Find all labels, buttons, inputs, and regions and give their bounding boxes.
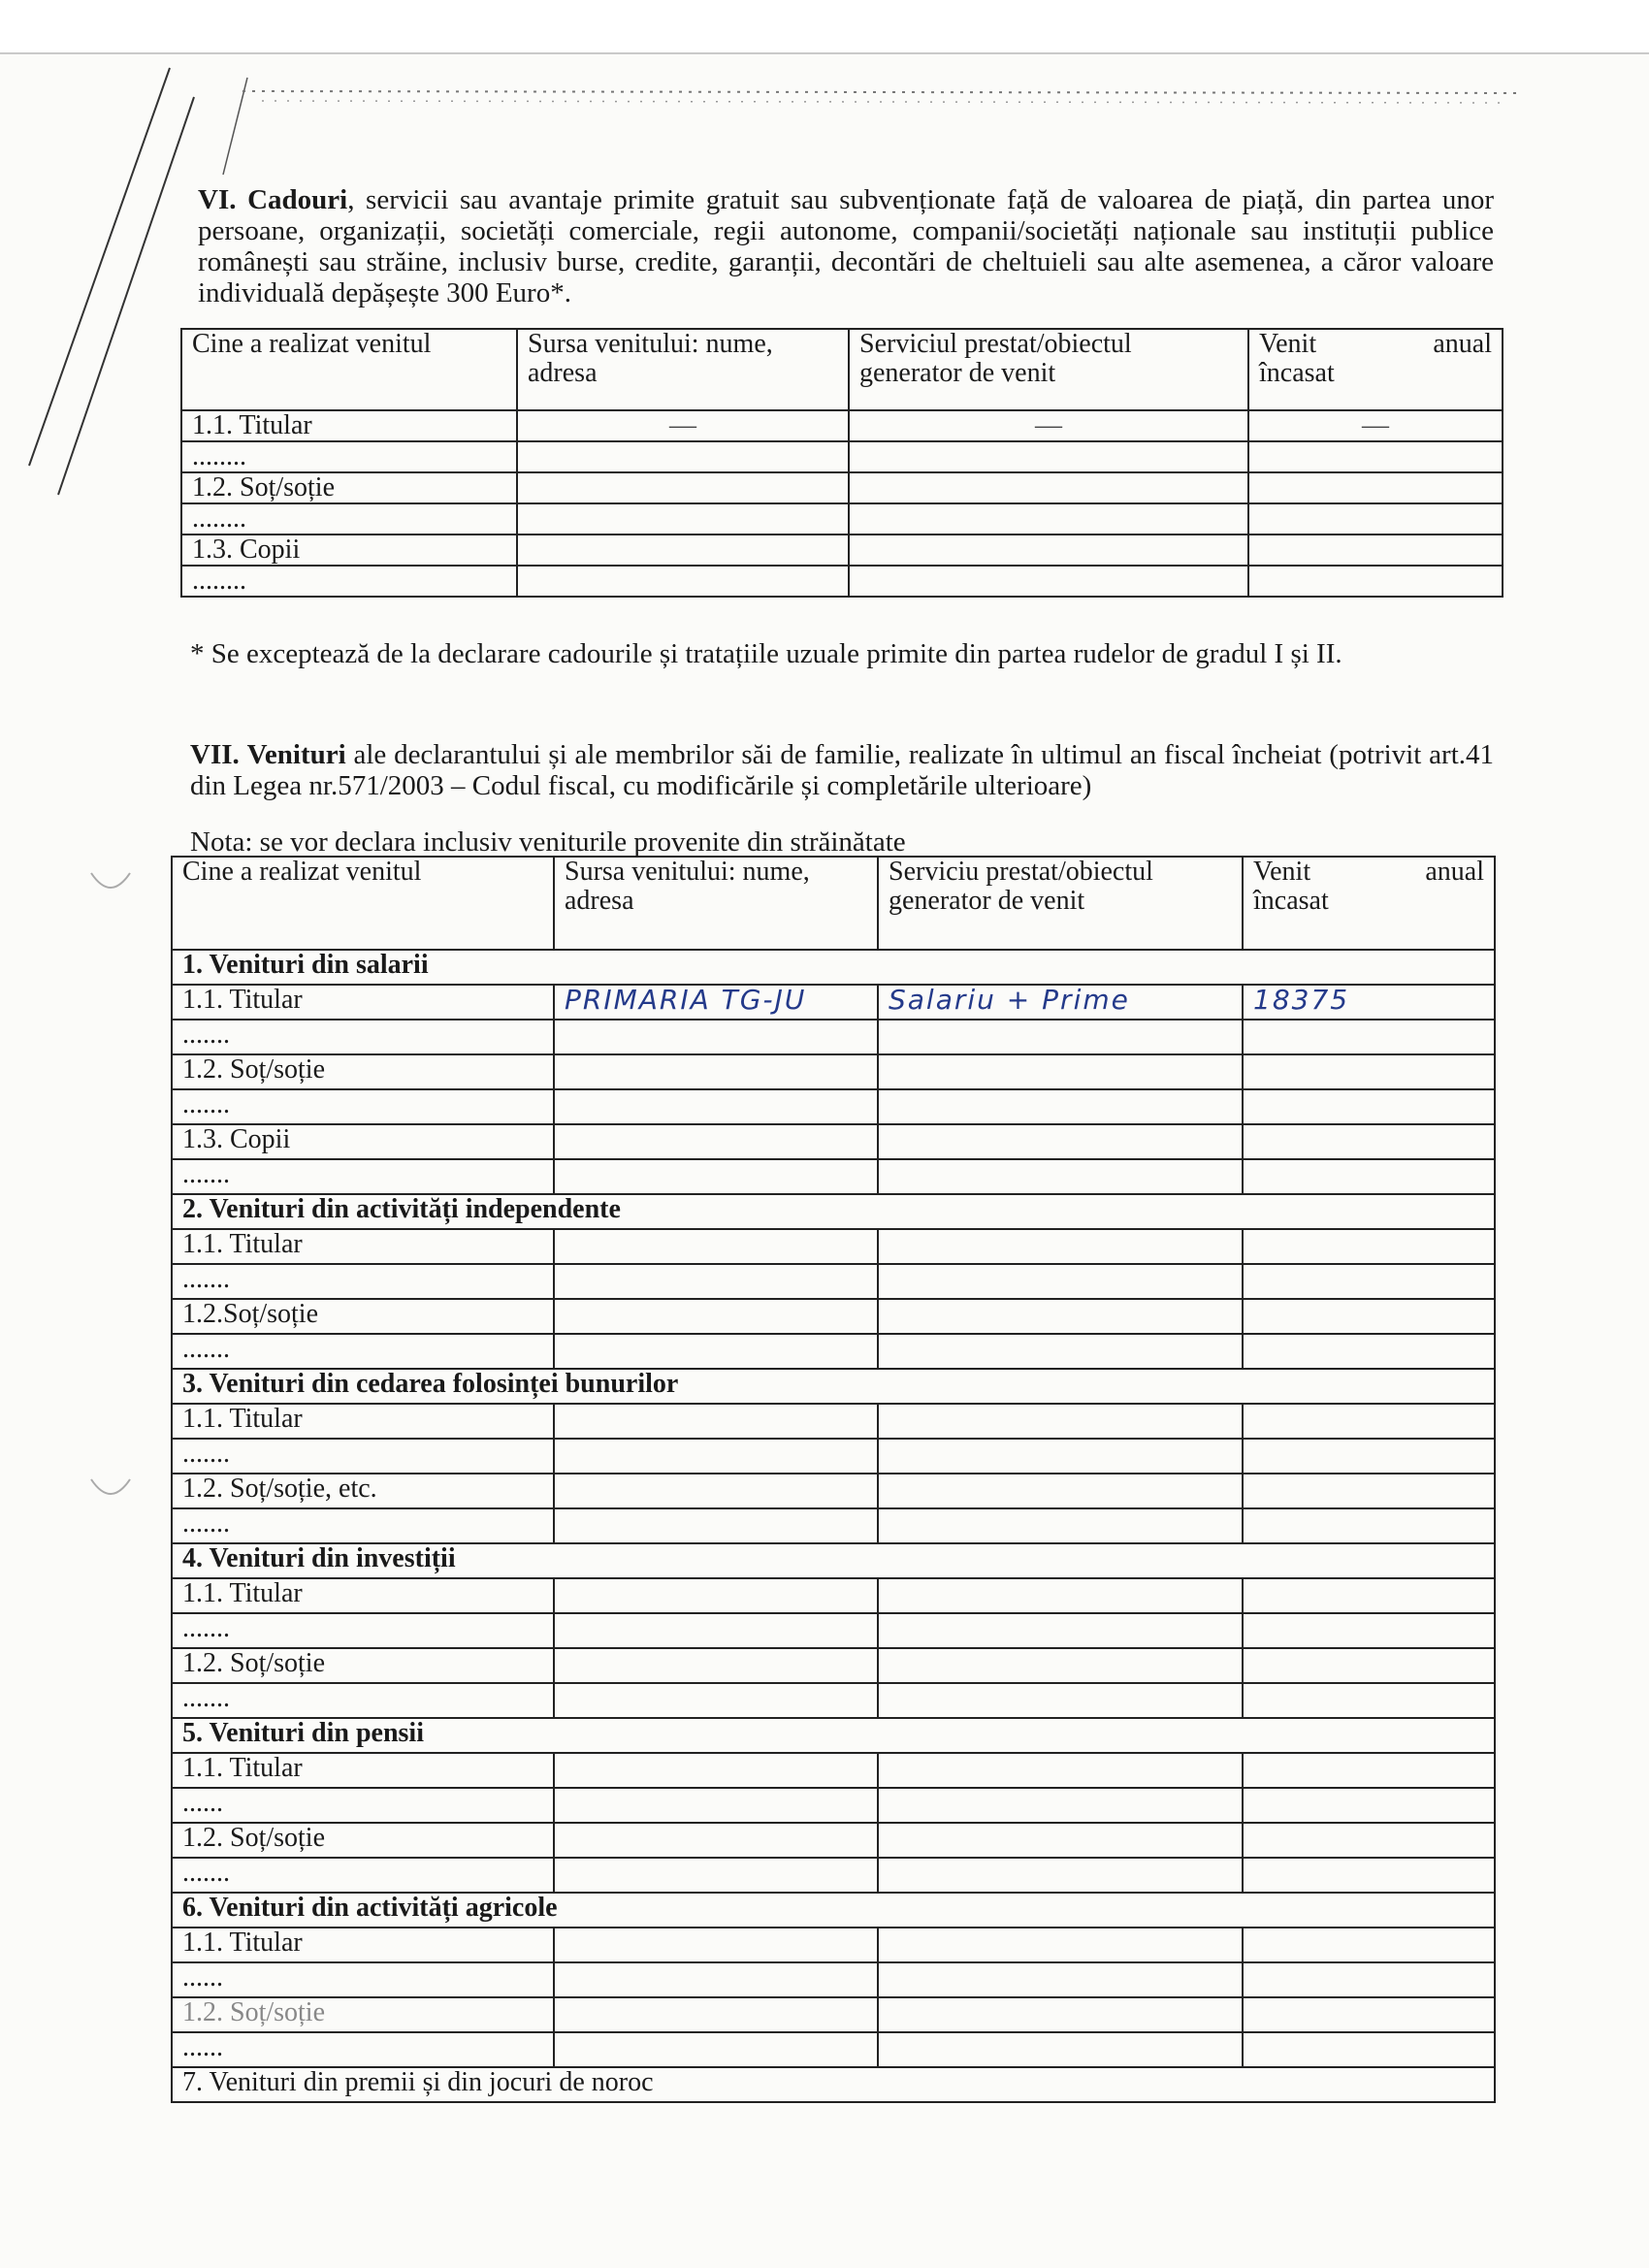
table-row bbox=[172, 1474, 1495, 1508]
table-row bbox=[172, 1439, 1495, 1474]
table-row bbox=[172, 1962, 1495, 1997]
section-6-footnote: * Se exceptează de la declarare cadourile și tratațiile uzuale primite din partea rudelor de gradul I și II. bbox=[190, 638, 1342, 669]
table-row bbox=[172, 1928, 1495, 1962]
row-label: ....... bbox=[172, 1858, 554, 1893]
service-cell: — bbox=[849, 410, 1248, 441]
header-source: Sursa venitului: nume, adresa bbox=[554, 857, 878, 950]
group-title-property-use: 3. Venituri din cedarea folosinței bunurilor bbox=[172, 1369, 1495, 1404]
group-title-row bbox=[172, 1543, 1495, 1578]
group-title-independent: 2. Venituri din activități independente bbox=[172, 1194, 1495, 1229]
table-row bbox=[172, 1299, 1495, 1334]
header-income: Venit anual încasat bbox=[1243, 857, 1495, 950]
header-who: Cine a realizat venitul bbox=[181, 329, 517, 410]
table-row bbox=[172, 1334, 1495, 1369]
table-row bbox=[172, 1159, 1495, 1194]
table-row bbox=[181, 503, 1503, 535]
table-row bbox=[172, 1683, 1495, 1718]
gifts-table bbox=[180, 328, 1504, 598]
row-label: ....... bbox=[172, 1159, 554, 1194]
row-label: 1.2. Soț/soție bbox=[172, 1648, 554, 1683]
group-title-row bbox=[172, 1194, 1495, 1229]
row-label: ....... bbox=[172, 1613, 554, 1648]
table-row bbox=[172, 1788, 1495, 1823]
header-service: Serviciul prestat/obiectul generator de venit bbox=[849, 329, 1248, 410]
income-table-header bbox=[172, 857, 1495, 950]
section-7-title: Venituri bbox=[246, 739, 346, 770]
group-title-row bbox=[172, 2067, 1495, 2102]
gifts-table-header bbox=[181, 329, 1503, 410]
punch-hole-mark bbox=[81, 854, 140, 912]
row-label: 1.3. Copii bbox=[172, 1124, 554, 1159]
table-row bbox=[172, 1508, 1495, 1543]
header-who: Cine a realizat venitul bbox=[172, 857, 554, 950]
row-label: 1.1. Titular bbox=[172, 1928, 554, 1962]
row-label: ........ bbox=[181, 503, 517, 535]
table-row bbox=[172, 1124, 1495, 1159]
header-source: Sursa venitului: nume, adresa bbox=[517, 329, 849, 410]
row-label: 1.1. Titular bbox=[172, 985, 554, 1020]
row-label: 1.2. Soț/soție, etc. bbox=[172, 1474, 554, 1508]
group-title-investments: 4. Venituri din investiții bbox=[172, 1543, 1495, 1578]
row-label: ........ bbox=[181, 566, 517, 597]
source-cell: — bbox=[517, 410, 849, 441]
table-row bbox=[172, 2032, 1495, 2067]
table-row bbox=[181, 535, 1503, 566]
table-row bbox=[172, 1404, 1495, 1439]
table-row bbox=[172, 1089, 1495, 1124]
table-row bbox=[181, 566, 1503, 597]
group-title-agricultural: 6. Venituri din activități agricole bbox=[172, 1893, 1495, 1928]
row-label: ....... bbox=[172, 1439, 554, 1474]
row-label: ....... bbox=[172, 1020, 554, 1054]
group-title-row bbox=[172, 1893, 1495, 1928]
table-row bbox=[172, 1613, 1495, 1648]
row-label: ....... bbox=[172, 1089, 554, 1124]
section-6-number: VI. bbox=[198, 184, 237, 215]
row-label: ........ bbox=[181, 441, 517, 472]
row-label: 1.1. Titular bbox=[172, 1404, 554, 1439]
header-income: Venit anual încasat bbox=[1248, 329, 1503, 410]
group-title-row bbox=[172, 1369, 1495, 1404]
table-row bbox=[172, 1229, 1495, 1264]
row-label: 1.1. Titular bbox=[172, 1578, 554, 1613]
scan-dotted-band bbox=[242, 80, 1533, 109]
row-label: 1.2. Soț/soție bbox=[172, 1054, 554, 1089]
table-row bbox=[172, 985, 1495, 1020]
row-label: ....... bbox=[172, 1508, 554, 1543]
section-6-intro bbox=[198, 184, 1494, 308]
row-label: ...... bbox=[172, 2032, 554, 2067]
table-row bbox=[172, 1264, 1495, 1299]
row-label: 1.2.Soț/soție bbox=[172, 1299, 554, 1334]
header-service: Serviciu prestat/obiectul generator de venit bbox=[878, 857, 1243, 950]
table-row bbox=[181, 410, 1503, 441]
section-6-title: Cadouri bbox=[247, 184, 348, 215]
group-title-salaries: 1. Venituri din salarii bbox=[172, 950, 1495, 985]
handwritten-source: PRIMARIA TG-JU bbox=[554, 985, 878, 1020]
section-7-note: Nota: se vor declara inclusiv veniturile provenite din străinătate bbox=[190, 826, 906, 858]
income-table bbox=[171, 856, 1496, 2103]
row-label: ...... bbox=[172, 1962, 554, 1997]
row-label: 1.2. Soț/soție bbox=[172, 1997, 554, 2032]
row-label: 1.1. Titular bbox=[172, 1753, 554, 1788]
row-label: ....... bbox=[172, 1683, 554, 1718]
table-row bbox=[172, 1823, 1495, 1858]
row-label: 1.2. Soț/soție bbox=[181, 472, 517, 503]
row-label: ...... bbox=[172, 1788, 554, 1823]
section-7-text: ale declarantului și ale membrilor săi de familie, realizate în ultimul an fiscal încheiat (potrivit art.41 din Legea nr.571/2003 – Codul fiscal, cu modificările și completările ulterioare) bbox=[190, 739, 1495, 801]
row-label: 1.3. Copii bbox=[181, 535, 517, 566]
table-row bbox=[172, 1020, 1495, 1054]
table-row bbox=[172, 1578, 1495, 1613]
table-row bbox=[172, 1753, 1495, 1788]
group-title-prizes: 7. Venituri din premii și din jocuri de noroc bbox=[172, 2067, 1495, 2102]
table-row bbox=[181, 472, 1503, 503]
section-7-number: VII. bbox=[190, 739, 240, 770]
row-label: 1.1. Titular bbox=[172, 1229, 554, 1264]
handwritten-income: 18375 bbox=[1243, 985, 1495, 1020]
table-row bbox=[181, 441, 1503, 472]
income-cell: — bbox=[1248, 410, 1503, 441]
section-7-intro bbox=[190, 739, 1494, 801]
table-row bbox=[172, 1648, 1495, 1683]
section-6-text: , servicii sau avantaje primite gratuit sau subvenționate față de valoarea de piață, din partea unor persoane, organizații, societăți comerciale, regii autonome, companii/societăți naționale sau instituții publice românești sau străine, inclusiv burse, credite, garanții, decontări de cheltuieli sau alte asemenea, a căror valoare individuală depășește 300 Euro*. bbox=[198, 184, 1495, 308]
table-row bbox=[172, 1858, 1495, 1893]
table-row bbox=[172, 1054, 1495, 1089]
row-label: 1.1. Titular bbox=[181, 410, 517, 441]
group-title-row bbox=[172, 950, 1495, 985]
group-title-row bbox=[172, 1718, 1495, 1753]
row-label: ....... bbox=[172, 1264, 554, 1299]
row-label: ....... bbox=[172, 1334, 554, 1369]
table-row bbox=[172, 1997, 1495, 2032]
group-title-pensions: 5. Venituri din pensii bbox=[172, 1718, 1495, 1753]
handwritten-service: Salariu + Prime bbox=[878, 985, 1243, 1020]
row-label: 1.2. Soț/soție bbox=[172, 1823, 554, 1858]
punch-hole-mark-lower bbox=[81, 1460, 140, 1518]
